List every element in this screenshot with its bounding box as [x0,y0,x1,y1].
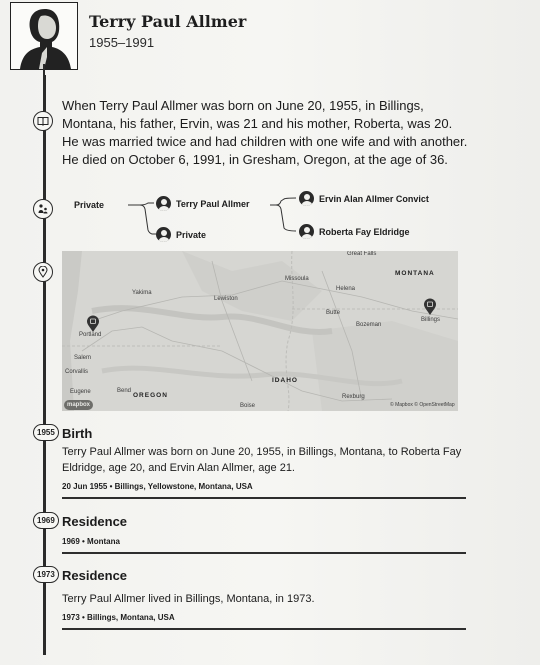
person-life-years: 1955–1991 [89,35,155,50]
map-label-idaho: IDAHO [272,377,298,384]
family-father-name: Ervin Alan Allmer Convict [319,193,429,204]
event-divider [62,628,466,630]
map-label-boise: Boise [240,403,256,409]
map-label-yakima: Yakima [132,290,152,296]
map-label-rexburg: Rexburg [342,394,365,400]
map-label-portland: Portland [79,332,102,338]
map-label-billings: Billings [421,317,441,323]
event-meta: 1973 • Billings, Montana, USA [62,613,175,622]
event-year-badge: 1973 [33,566,59,583]
person-avatar-icon [156,196,171,211]
event-description: Terry Paul Allmer lived in Billings, Montana, in 1973. [62,593,315,605]
family-self[interactable] [156,196,250,211]
map-label-bend: Bend [117,388,132,394]
map-pin-icon [33,262,53,282]
map-marker-icon[interactable] [423,298,437,316]
event-title[interactable]: Residence [62,568,128,583]
event-year-badge: 1955 [33,424,59,441]
map-label-montana: MONTANA [395,270,435,277]
family-self-name: Terry Paul Allmer [176,198,250,209]
map-label-missoula: Missoula [285,276,309,282]
family-child[interactable] [156,227,206,242]
family-spouse[interactable] [74,200,104,210]
event-title[interactable]: Residence [62,514,128,529]
event-meta: 1969 • Montana [62,537,120,546]
event-description: Terry Paul Allmer was born on June 20, 1955, in Billings, Montana, to Roberta Fay Eldridge, age 20, and Ervin Alan Allmer, age 21. [62,446,462,474]
map-label-helena: Helena [336,286,356,292]
person-name: Terry Paul Allmer [89,12,247,31]
family-mother[interactable] [299,224,410,239]
map-label-oregon: OREGON [133,392,168,399]
mapbox-logo-text: mapbox [67,402,91,408]
map-label-great-falls: Great Falls [347,251,377,257]
mapbox-logo[interactable] [64,400,93,410]
event-meta: 20 Jun 1955 • Billings, Yellowstone, Montana, USA [62,482,253,491]
family-spouse-name: Private [74,200,105,210]
map-marker-icon[interactable] [86,315,100,333]
life-story-text: When Terry Paul Allmer was born on June 20, 1955, in Billings, Montana, his father, Ervin, was 21 and his mother, Roberta, was 20. He was married twice and had children with one wife and with another. He died on October 6, 1991, in Gresham, Oregon, at the age of 36. [62,98,468,167]
event-divider [62,552,466,554]
map-attribution[interactable]: © Mapbox © OpenStreetMap [390,402,455,408]
person-avatar-icon [299,191,314,206]
map-label-salem: Salem [74,355,92,361]
map-label-butte: Butte [326,310,341,316]
family-child-name: Private [176,229,207,240]
event-divider [62,497,466,499]
life-map[interactable] [62,251,458,411]
family-father[interactable] [299,191,429,206]
person-avatar-icon [299,224,314,239]
map-label-bozeman: Bozeman [356,322,382,328]
map-label-corvallis: Corvallis [65,369,89,375]
map-label-lewiston: Lewiston [214,296,238,302]
person-avatar-icon [156,227,171,242]
event-year-badge: 1969 [33,512,59,529]
family-mother-name: Roberta Fay Eldridge [319,226,410,237]
event-title[interactable]: Birth [62,426,93,441]
map-label-eugene: Eugene [70,389,91,395]
